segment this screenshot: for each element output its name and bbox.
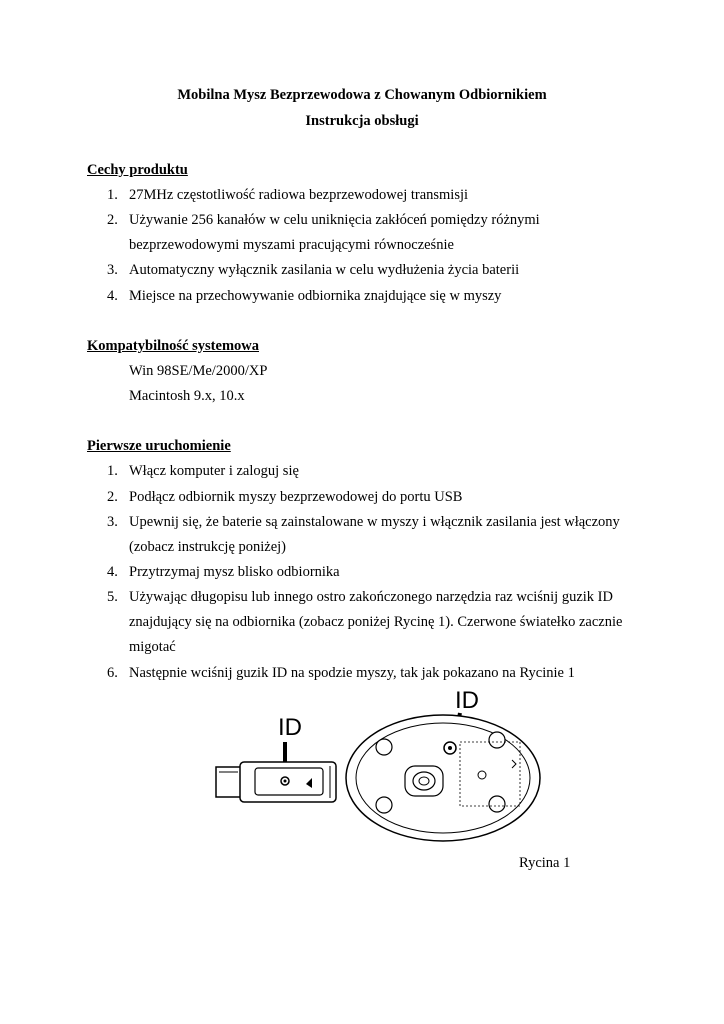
list-item: Używając długopisu lub innego ostro zakończonego narzędzia raz wciśnij guzik ID xyxy=(129,589,613,605)
list-number: 3. xyxy=(107,262,118,278)
usb-receiver-drawing xyxy=(216,762,336,802)
compat-os-mac: Macintosh 9.x, 10.x xyxy=(129,388,245,404)
list-number: 2. xyxy=(107,212,118,228)
list-number: 1. xyxy=(107,187,118,203)
list-item: Przytrzymaj mysz blisko odbiornika xyxy=(129,564,340,580)
list-item-continuation: znajdujący się na odbiornika (zobacz poniżej Rycinę 1). Czerwone światełko zacznie xyxy=(129,614,623,630)
setup-heading: Pierwsze uruchomienie xyxy=(87,438,231,454)
list-item-continuation: migotać xyxy=(129,639,176,655)
list-number: 4. xyxy=(107,288,118,304)
list-item: Włącz komputer i zaloguj się xyxy=(129,463,299,479)
list-number: 6. xyxy=(107,665,118,681)
document-subtitle: Instrukcja obsługi xyxy=(305,113,419,129)
receiver-id-label: ID xyxy=(278,714,302,741)
mouse-id-label: ID xyxy=(455,687,479,714)
features-heading: Cechy produktu xyxy=(87,162,188,178)
list-item: Podłącz odbiornik myszy bezprzewodowej do portu USB xyxy=(129,489,463,505)
list-item: 27MHz częstotliwość radiowa bezprzewodowej transmisji xyxy=(129,187,469,203)
list-item: Używanie 256 kanałów w celu uniknięcia zakłóceń pomiędzy różnymi xyxy=(129,212,540,228)
list-item: Automatyczny wyłącznik zasilania w celu wydłużenia życia baterii xyxy=(129,262,520,278)
list-number: 4. xyxy=(107,564,118,580)
figure-caption: Rycina 1 xyxy=(519,855,571,871)
document-title: Mobilna Mysz Bezprzewodowa z Chowanym Odbiornikiem xyxy=(177,87,547,103)
compat-heading: Kompatybilność systemowa xyxy=(87,338,259,354)
list-number: 5. xyxy=(107,589,118,605)
list-item: Upewnij się, że baterie są zainstalowane w myszy i włącznik zasilania jest włączony xyxy=(129,514,620,530)
list-number: 1. xyxy=(107,463,118,479)
mouse-underside-drawing xyxy=(346,715,540,841)
list-number: 3. xyxy=(107,514,118,530)
list-item-continuation: bezprzewodowymi myszami pracującymi równocześnie xyxy=(129,237,454,253)
compat-os-windows: Win 98SE/Me/2000/XP xyxy=(129,363,268,379)
list-number: 2. xyxy=(107,489,118,505)
list-item: Następnie wciśnij guzik ID na spodzie myszy, tak jak pokazano na Rycinie 1 xyxy=(129,665,575,681)
list-item: Miejsce na przechowywanie odbiornika znajdujące się w myszy xyxy=(129,288,502,304)
list-item-continuation: (zobacz instrukcję poniżej) xyxy=(129,539,287,555)
